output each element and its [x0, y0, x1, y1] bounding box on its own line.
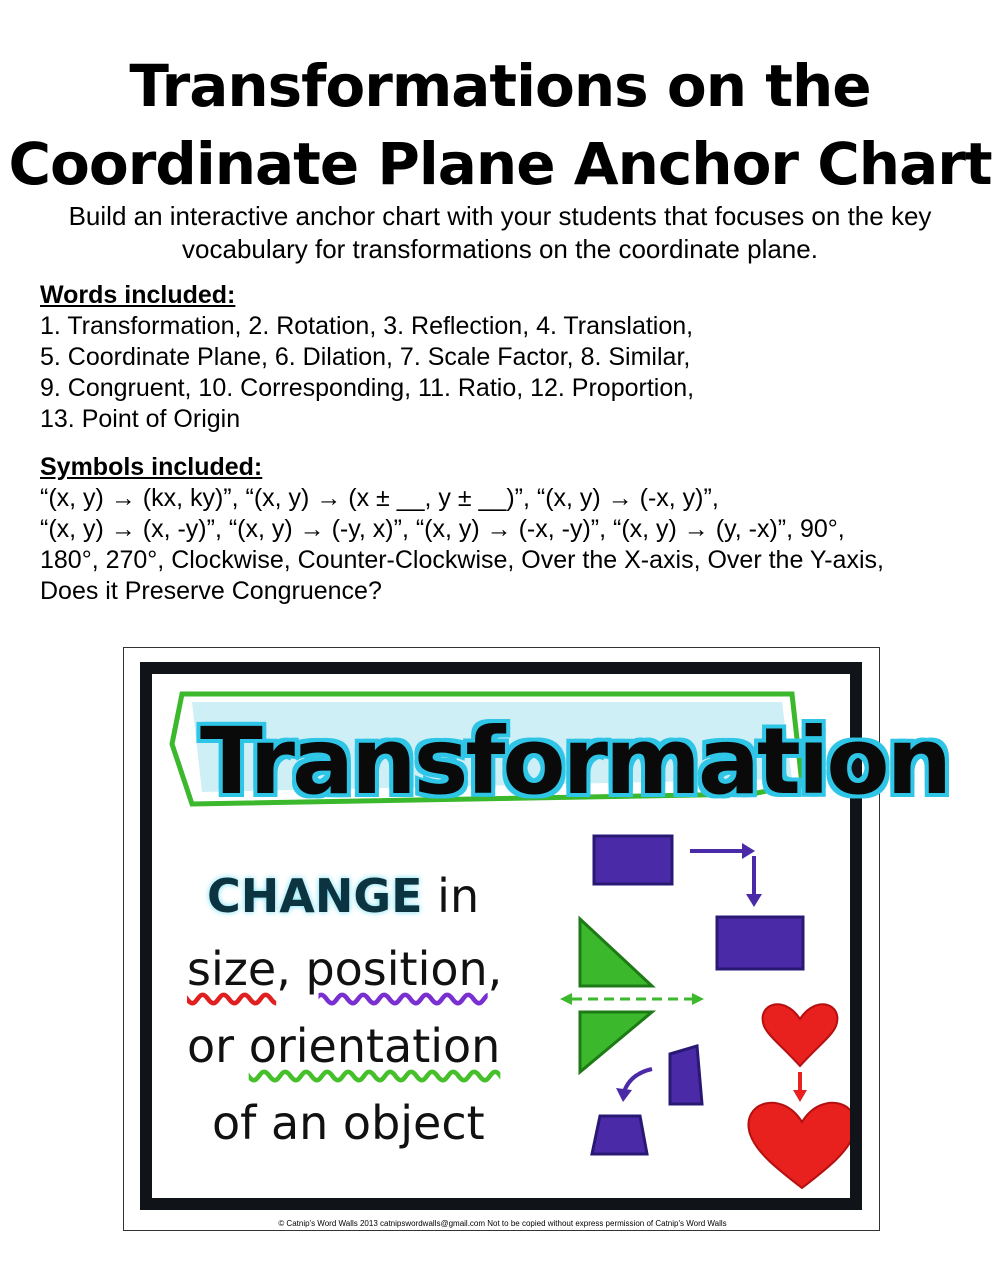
chart-line-orientation: [187, 1019, 500, 1073]
page-title-line-1: Transformations on the: [129, 52, 871, 120]
rotate-arrow-curve: [624, 1069, 652, 1092]
symbols-line: Does it Preserve Congruence?: [40, 577, 382, 605]
words-line: 1. Transformation, 2. Rotation, 3. Reflection, 4. Translation,: [40, 312, 694, 340]
page-title-line-2: Coordinate Plane Anchor Chart: [8, 130, 992, 198]
chart-word-in: in: [422, 869, 480, 923]
symbols-line: “(x, y) → (kx, ky)”, “(x, y) → (x ± __, y ± __)”, “(x, y) → (-x, y)”,: [40, 484, 719, 512]
words-line: 9. Congruent, 10. Corresponding, 11. Ratio, 12. Proportion,: [40, 374, 695, 402]
chart-word-position: position: [305, 942, 488, 996]
intro-text: Build an interactive anchor chart with your students that focuses on the key vocabulary for transformations on the coordinate plane.: [68, 201, 932, 264]
reflect-triangle-bottom: [580, 1012, 652, 1072]
words-line: 13. Point of Origin: [40, 405, 241, 433]
chart-line-of-an-object: of an object: [212, 1096, 485, 1150]
rotate-shape-image: [592, 1116, 647, 1154]
dilate-arrowhead: [793, 1090, 807, 1102]
reflect-triangle-top: [580, 919, 652, 986]
reflect-arrowhead-right: [692, 993, 704, 1005]
symbols-section: [40, 452, 970, 607]
words-line: 5. Coordinate Plane, 6. Dilation, 7. Scale Factor, 8. Similar,: [40, 343, 691, 371]
rotate-arrowhead: [616, 1088, 632, 1102]
chart-line-change: [207, 869, 479, 923]
chart-line-size-position: [187, 942, 502, 996]
chart-word-or: or: [187, 1019, 249, 1073]
chart-word-orientation: orientation: [248, 1019, 501, 1073]
anchor-chart-border: [140, 662, 950, 1210]
chart-word-change: CHANGE: [207, 869, 423, 923]
words-header: Words included:: [40, 281, 236, 309]
symbols-line: 180°, 270°, Clockwise, Counter-Clockwise, Over the X-axis, Over the Y-axis,: [40, 546, 884, 574]
chart-word-size: size: [187, 942, 277, 996]
symbols-header: Symbols included:: [40, 453, 263, 481]
copyright-notice: © Catnip's Word Walls 2013 catnipswordwalls@gmail.com Not to be copied without express permission of Catnip's Word Walls: [278, 1219, 727, 1228]
chart-comma: ,: [276, 942, 306, 996]
dilate-heart-large: [748, 1103, 850, 1188]
anchor-chart-image: [123, 647, 950, 1231]
symbols-line: “(x, y) → (x, -y)”, “(x, y) → (-y, x)”, “(x, y) → (-x, -y)”, “(x, y) → (y, -x)”, 90°,: [40, 515, 845, 543]
reflect-arrowhead-left: [560, 993, 572, 1005]
rotate-shape-original: [670, 1046, 702, 1104]
dilate-heart-small: [763, 1004, 838, 1066]
translate-arrowhead-down: [746, 894, 762, 907]
translate-rect-original: [594, 836, 672, 884]
chart-title-word: Transformation: [200, 708, 950, 815]
translate-rect-image: [717, 917, 803, 969]
chart-comma: ,: [487, 942, 503, 996]
words-section: [40, 280, 970, 435]
